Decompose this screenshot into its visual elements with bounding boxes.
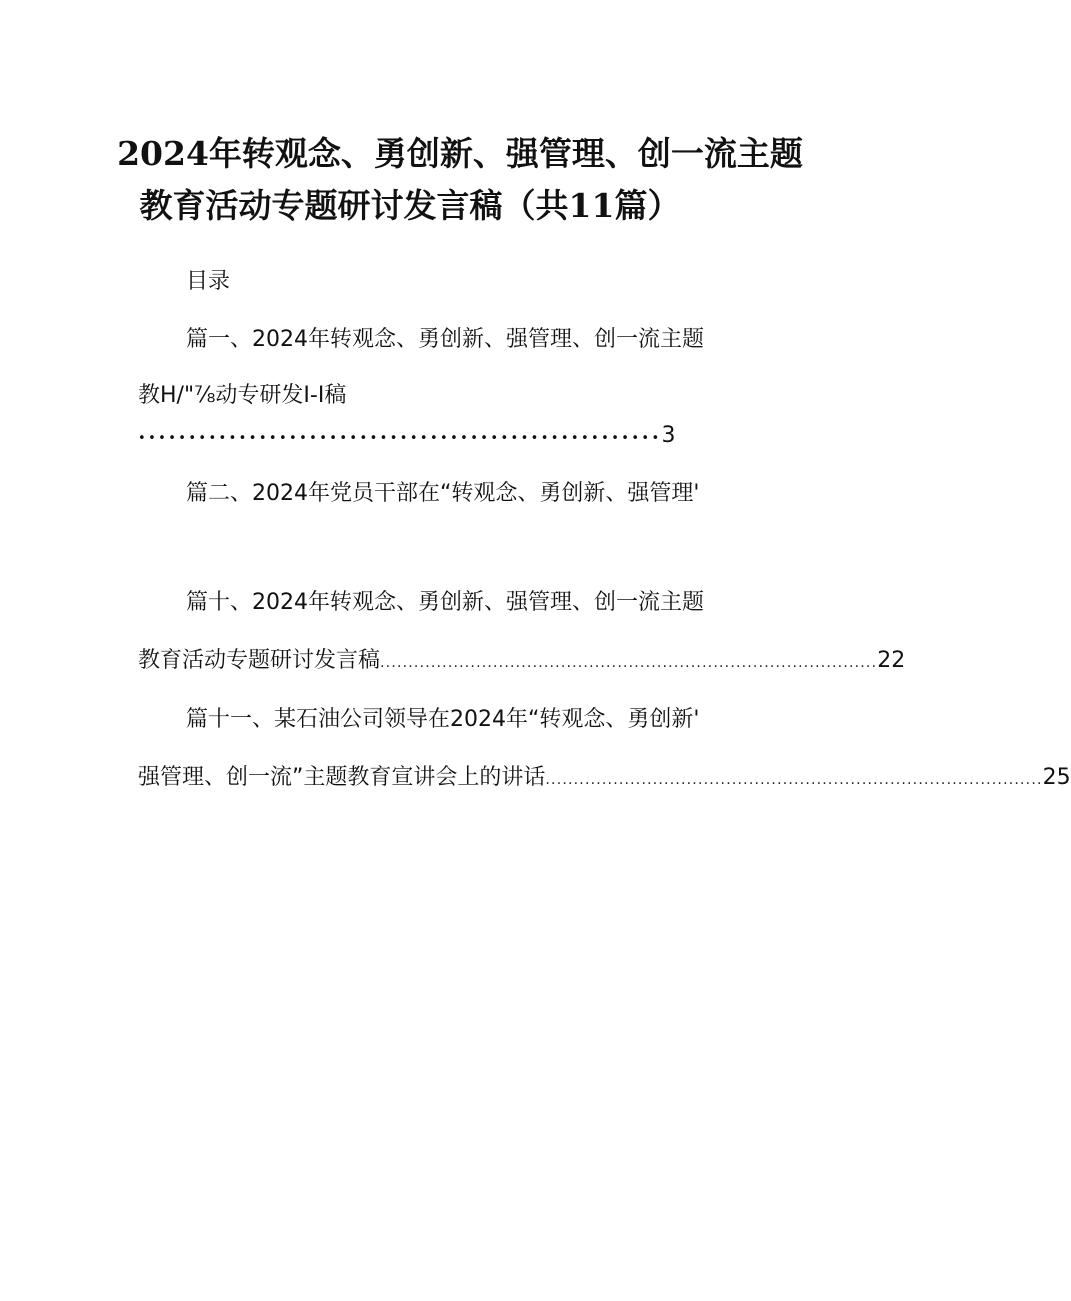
toc-heading: 目录 <box>186 269 231 294</box>
toc-entry-1-leader-row[interactable] <box>138 421 722 454</box>
toc-entry-3-page-number: 22 <box>877 648 906 673</box>
toc-entry-4-line-2: 强管理、创一流”主题教育宣讲会上的讲话 <box>138 765 546 790</box>
toc-entry-1-leader: •••••••••••••••••••••••••••••••••••••••••••••••••••• <box>138 431 662 446</box>
toc-entry-4-leader: ........................................................................................ <box>545 772 1043 788</box>
toc-entry-4-page-number: 25 <box>1042 765 1071 790</box>
toc-entry-4-line-1[interactable]: 篇十一、某石油公司领导在2024年“转观念、勇创新' <box>186 707 700 732</box>
toc-entry-3-line-2: 教育活动专题研讨发言稿 <box>138 648 381 673</box>
document-title-line-2: 教育活动专题研讨发言稿（共11篇） <box>139 186 681 225</box>
toc-entry-2-line-1[interactable]: 篇二、2024年党员干部在“转观念、勇创新、强管理' <box>186 481 700 506</box>
toc-entry-1-page-number: 3 <box>661 423 676 448</box>
document-title-line-1: 2024年转观念、勇创新、强管理、创一流主题 <box>117 134 803 173</box>
toc-entry-4-leader-row[interactable] <box>138 763 1071 795</box>
toc-entry-3-leader: ........................................................................................ <box>380 655 878 671</box>
toc-entry-3-line-1[interactable]: 篇十、2024年转观念、勇创新、强管理、创一流主题 <box>186 590 704 615</box>
toc-entry-1-line-2[interactable]: 教H/"⅞动专研发I-I稿 <box>138 383 347 408</box>
toc-entry-1-line-1[interactable]: 篇一、2024年转观念、勇创新、强管理、创一流主题 <box>186 327 704 352</box>
toc-entry-3-leader-row[interactable] <box>138 646 906 678</box>
